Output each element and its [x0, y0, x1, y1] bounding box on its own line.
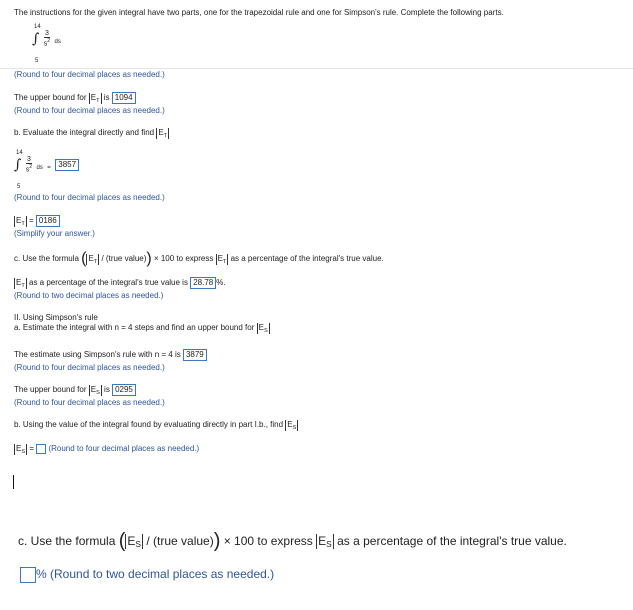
round-hint: (Round to four decimal places as needed.)	[14, 398, 165, 407]
simpson-estimate-line: The estimate using Simpson's rule with n = 4 is 3879	[14, 349, 207, 361]
instructions-text: The instructions for the given integral have two parts, one for the trapezoidal rule and one for Simpson's rule. Complete the following parts.	[14, 8, 504, 17]
et-answer[interactable]: 0186	[36, 215, 60, 227]
simpson-part-a-title: a. Estimate the integral with n = 4 steps and find an upper bound for $E_S$	[14, 323, 268, 334]
abs-et: $E_T$	[90, 93, 100, 105]
es-line: $E_S$ = (Round to four decimal places as needed.)	[16, 444, 200, 456]
pct-line: $E_T$ as a percentage of the integral's true value is 28.78 %.	[16, 278, 226, 290]
integral-sign: ∫	[32, 31, 40, 47]
round-hint: (Round to four decimal places as needed.)	[14, 363, 165, 372]
large-part-c-title: c. Use the formula ( $E_S$ / (true value)) × 100 to express $E_S$ as a percentage of the integral's true value.	[18, 530, 567, 552]
abs-et: $E_T$	[16, 216, 25, 228]
round-hint: (Round to four decimal places as needed.)	[14, 70, 165, 79]
text-cursor	[13, 475, 14, 489]
trap-upper-bound-line: The upper bound for $E_T$ is 1094	[14, 92, 136, 104]
trap-upper-bound-answer[interactable]: 1094	[112, 92, 136, 104]
simpson-estimate-answer[interactable]: 3879	[183, 349, 207, 361]
simplify-hint: (Simplify your answer.)	[14, 229, 95, 238]
es-answer-input[interactable]	[36, 444, 46, 454]
es-percentage-input[interactable]	[20, 567, 36, 583]
round-hint: (Round to four decimal places as needed.)	[14, 106, 165, 115]
integral-differential: ds	[54, 39, 61, 45]
large-part-c-answer-line: % (Round to two decimal places as needed.)	[20, 567, 274, 583]
round-hint: (Round to two decimal places as needed.)	[14, 291, 164, 300]
part-c-title: c. Use the formula ( $E_T$ / (true value)) × 100 to express $E_T$ as a percentage of the integral's true value.	[14, 250, 384, 267]
abs-et: $E_T$	[158, 128, 168, 139]
integrand-fraction: $\frac{3}{s^2}$	[43, 30, 51, 48]
section-divider	[0, 68, 633, 69]
integral-upper-limit: 14	[34, 24, 41, 30]
simpson-upper-bound-answer[interactable]: 0295	[112, 384, 136, 396]
simpson-heading: II. Using Simpson's rule	[14, 313, 98, 322]
round-hint: (Round to four decimal places as needed.)	[14, 193, 165, 202]
simpson-part-b-title: b. Using the value of the integral found by evaluating directly in part I.b., find $E_S$	[14, 420, 297, 431]
pct-answer[interactable]: 28.78	[190, 277, 216, 289]
et-line: $E_T = 0186$	[14, 215, 60, 227]
integral-sign: ∫	[14, 157, 22, 173]
simpson-upper-bound-line: The upper bound for $E_S$ is 0295	[14, 384, 136, 396]
part-b-title: b. Evaluate the integral directly and find $E_T$	[14, 128, 168, 139]
integral-lower-limit: 5	[35, 58, 39, 64]
integral-value-answer[interactable]: 3857	[55, 159, 79, 171]
